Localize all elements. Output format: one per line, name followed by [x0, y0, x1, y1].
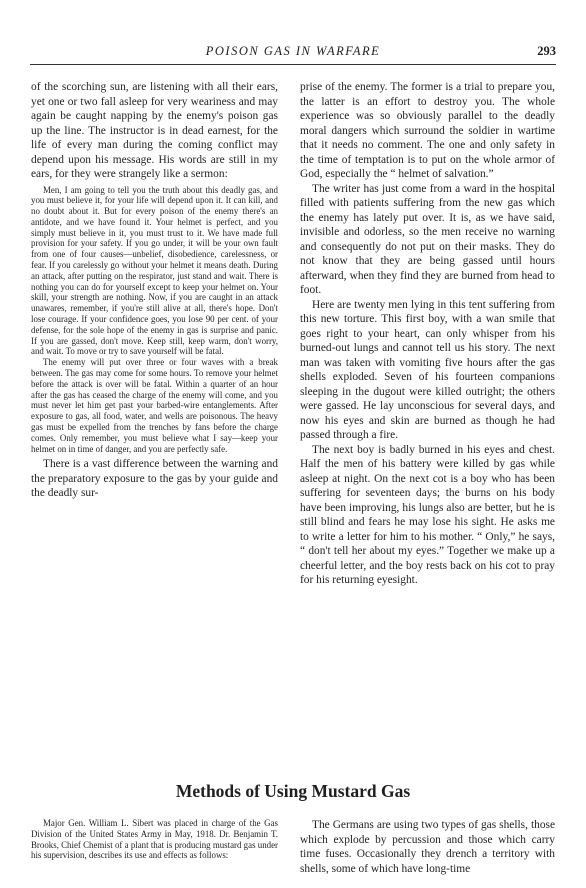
right-paragraph-4: The next boy is badly burned in his eyes and chest. Half the men of his battery were killed by gas while asleep at night. On the next cot is a boy who has been suffering for seventeen days; the burns on his body have been improving, his lungs also are better, but he is still blind and fears he may lose his sight. He asks me to write a letter for him to his mother. “ Only,” he says, “ don't tell her about my eyes.” Together we make up a cheerful letter, and the boy rests back on his cot to pray for his returning eyesight. [300, 443, 555, 586]
right-paragraph-1: prise of the enemy. The former is a trial to prepare you, the latter is an effort to destroy you. The whole experience was so obviously parallel to the deadly moral dangers which surround the soldier in wartime that it needs no comment. The one and only safety in the time of temptation is to put on the whole armor of God, especially the “ helmet of salvation.” [300, 81, 555, 180]
section-right-column [300, 818, 555, 884]
left-intro-paragraph: of the scorching sun, are listening with all their ears, yet one or two fall asleep for very weariness and may again be caught napping by the enemy's poison gas up the line. The instructor is in dead earnest, for the life of every man during the coming conflict may depend upon his message. His words are still in my ears, for they were strangely like a sermon: [31, 81, 278, 180]
section-left-column [31, 818, 278, 884]
left-column [31, 80, 278, 765]
right-paragraph-2: The writer has just come from a ward in the hospital filled with patients suffering from the new gas which the enemy has lately put over. It is, as we have said, invisible and odorless, so the men receive no warning and consequently do not put on their masks. They do not know that they are being gassed until hours afterward, when they find they are burned from head to foot. [300, 182, 555, 296]
running-title: POISON GAS IN WARFARE [205, 44, 381, 58]
page-number: 293 [537, 44, 556, 58]
left-closing-paragraph: There is a vast difference between the warning and the preparatory exposure to the gas by your guide and the deadly sur- [31, 458, 278, 500]
section-heading: Methods of Using Mustard Gas [175, 781, 411, 801]
header-rule [30, 64, 556, 65]
sermon-paragraph-1: Men, I am going to tell you the truth about this deadly gas, and you must believe it, for your life will depend upon it. It can kill, and no doubt about it. But for every poison of the enemy there's an antidote, and we have found it. Your helmet is perfect, and you simply must believe in it, you must trust to it. We have made full provision for your safety. If you go under, it will be your own fault from one of four causes—unbelief, disobedience, carelessness, or fear. If you carelessly go without your helmet it means death. During an attack, after putting on the respirator, just stand and wait. There is nothing you can do for yourself except to keep your helmet on. Your skill, your strength are nothing. Now, if you are caught in an attack unawares, remember, if you're still alive at all, there's hope. Don't lose courage. If your confidence goes, you lose 90 per cent. of your defense, for the sole hope of the enemy in gas is surprise and panic. If you are gassed, don't move. Keep still, keep warm, don't worry, and wait. To move or try to save yourself will be fatal. [31, 184, 278, 357]
page-header [30, 44, 556, 64]
right-paragraph-3: Here are twenty men lying in this tent suffering from this new torture. This first boy, with a wan smile that goes right to your heart, can only whisper from his burned-out lungs and cannot tell us his story. The next man was taken with vomiting five hours after the gas shells exploded. Seven of his fourteen companions sleeping in the dugout were killed outright; the others were gassed. He lay unconscious for several days, and now his eyes and skin are burned as though he had passed through a fire. [300, 298, 555, 441]
section-body-paragraph: The Germans are using two types of gas shells, those which explode by percussion and those which carry time fuses. Occasionally they drench a territory with shells, some of which have long-time [300, 819, 555, 875]
sermon-paragraph-2: The enemy will put over three or four waves with a break between. The gas may come for some hours. To remove your helmet before the attack is over will be fatal. Within a quarter of an hour after the gas has ceased the charge of the enemy will come, and you must never let him get past your barbed-wire entanglements. After exposure to gas, all food, water, and wells are poisonous. The heavy gas must be expelled from the trenches by fans before the charge comes. Only remember, you must believe what I say—keep your helmet on in time of danger, and you are perfectly safe. [31, 357, 278, 454]
right-column [300, 80, 555, 765]
section-intro-paragraph: Major Gen. William L. Sibert was placed in charge of the Gas Division of the United States Army in May, 1918. Dr. Benjamin T. Brooks, Chief Chemist of a plant that is producing mustard gas under his supervision, describes its use and effects as follows: [31, 818, 278, 861]
